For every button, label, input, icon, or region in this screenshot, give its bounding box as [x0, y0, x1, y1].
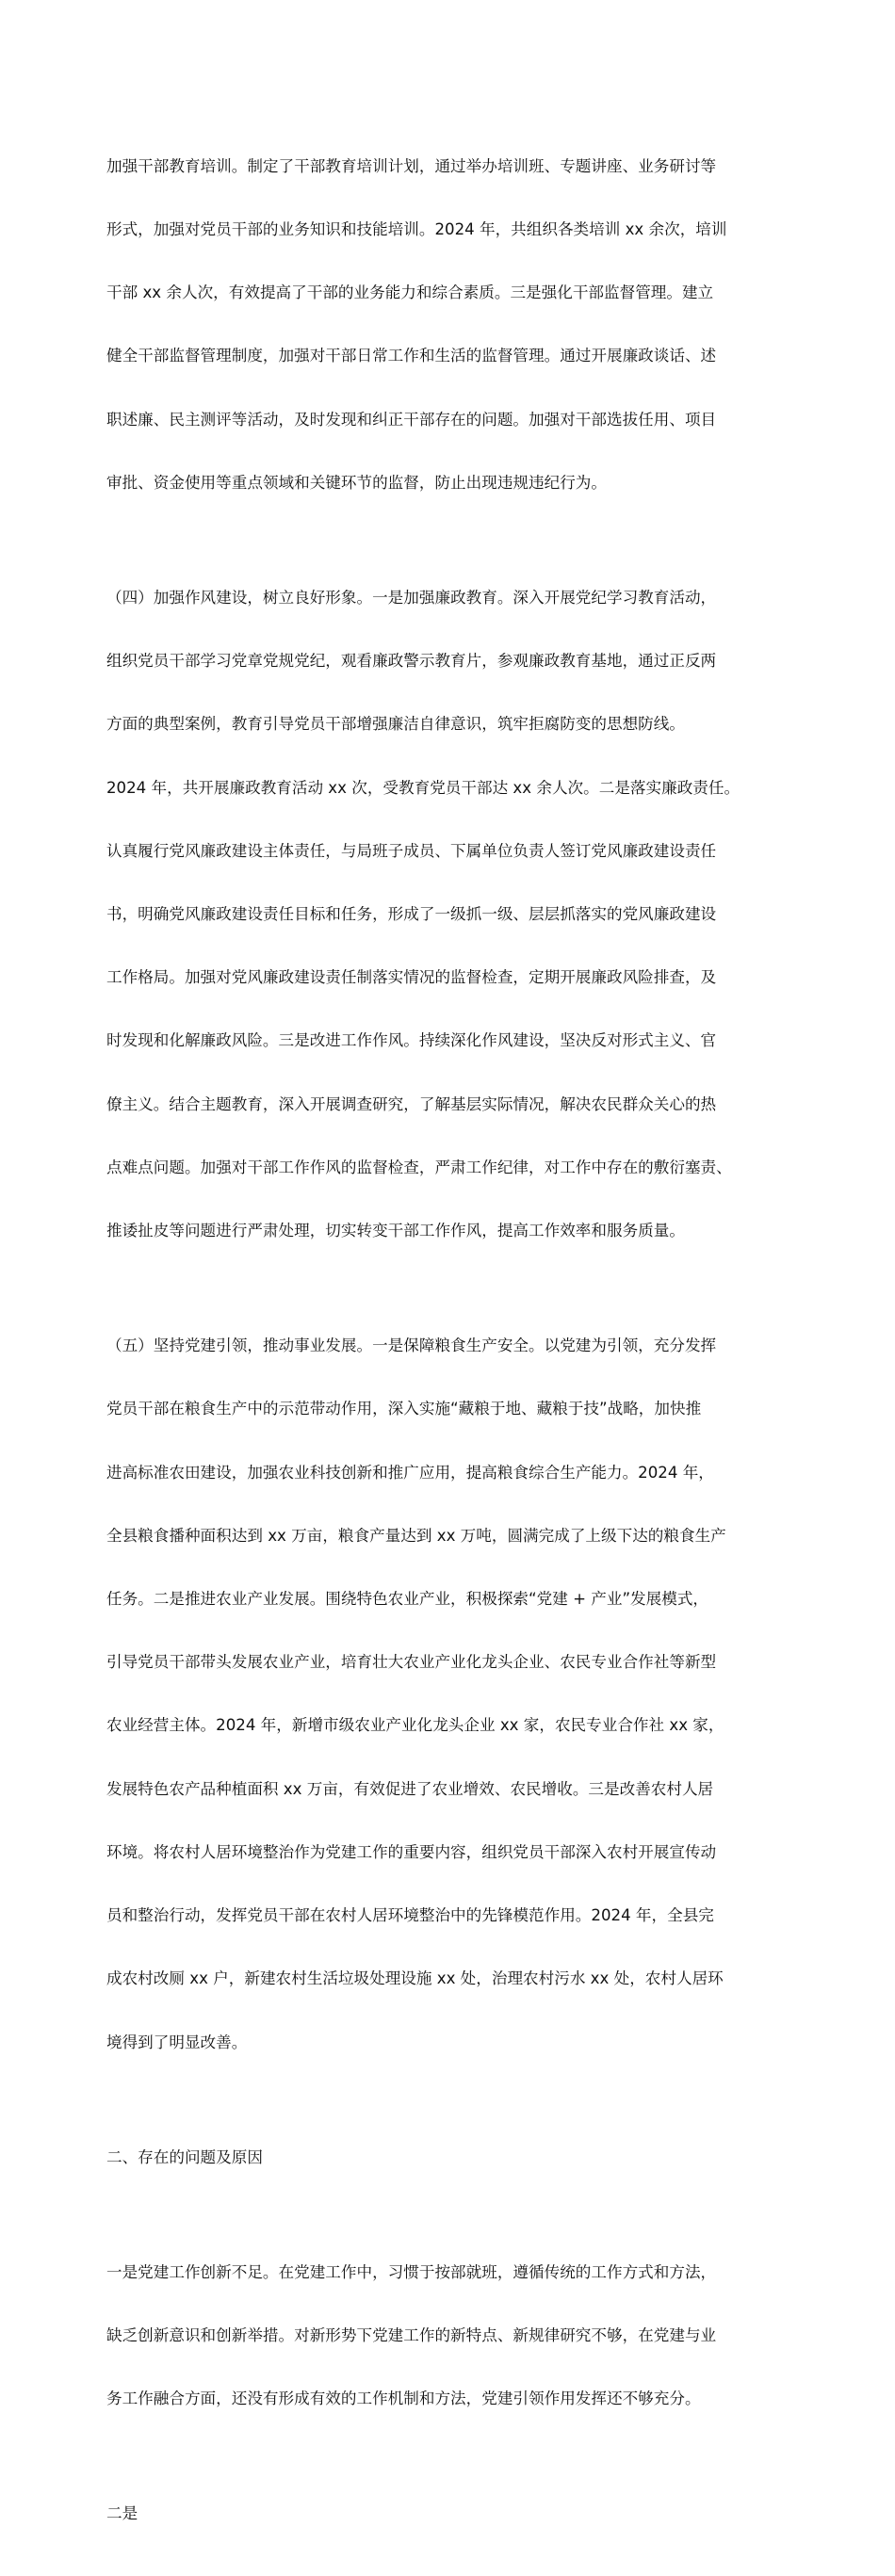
text-line: 农业经营主体。2024 年，新增市级农业产业化龙头企业 xx 家，农民专业合作社 xx 家，	[106, 1716, 724, 1735]
text-line: 点难点问题。加强对干部工作作风的监督检查，严肃工作纪律，对工作中存在的敷衍塞责、	[106, 1158, 732, 1176]
paragraph-cadre-training	[106, 114, 804, 536]
text-line: （五）坚持党建引领，推动事业发展。一是保障粮食生产安全。以党建为引领，充分发挥	[106, 1337, 717, 1355]
text-line: 书，明确党风廉政建设责任目标和任务，形成了一级抓一级、层层抓落实的党风廉政建设	[106, 905, 717, 924]
text-line: 环境。将农村人居环境整治作为党建工作的重要内容，组织党员干部深入农村开展宣传动	[106, 1842, 717, 1861]
text-line: 成农村改厕 xx 户，新建农村生活垃圾处理设施 xx 处，治理农村污水 xx 处，农村人居环	[106, 1969, 724, 1988]
text-line: 方面的典型案例，教育引导党员干部增强廉洁自律意识，筑牢拒腐防变的思想防线。	[106, 715, 685, 734]
text-line: 境得到了明显改善。	[106, 2033, 248, 2051]
text-line: 党员干部在粮食生产中的示范带动作用，深入实施“藏粮于地、藏粮于技”战略，加快推	[106, 1400, 702, 1418]
text-line: 认真履行党风廉政建设主体责任，与局班子成员、下属单位负责人签订党风廉政建设责任	[106, 841, 717, 860]
section-heading-problems	[106, 2105, 804, 2211]
text-line: 职述廉、民主测评等活动，及时发现和纠正干部存在的问题。加强对干部选拔任用、项目	[106, 410, 717, 429]
text-line: 僚主义。结合主题教育，深入开展调查研究，了解基层实际情况，解决农民群众关心的热	[106, 1094, 717, 1113]
text-line: 审批、资金使用等重点领域和关键环节的监督，防止出现违规违纪行为。	[106, 473, 607, 492]
paragraph-problem-1	[106, 2220, 804, 2452]
paragraph-problem-2	[106, 2461, 804, 2567]
text-line: 务工作融合方面，还没有形成有效的工作机制和方法，党建引领作用发挥还不够充分。	[106, 2390, 701, 2408]
text-line: 二是	[106, 2504, 138, 2523]
text-line: 健全干部监督管理制度，加强对干部日常工作和生活的监督管理。通过开展廉政谈话、述	[106, 347, 717, 365]
text-line: 一是党建工作创新不足。在党建工作中，习惯于按部就班，遵循传统的工作方式和方法，	[106, 2262, 717, 2281]
heading-text: 二、存在的问题及原因	[106, 2147, 263, 2166]
text-line: 引导党员干部带头发展农业产业，培育壮大农业产业化龙头企业、农民专业合作社等新型	[106, 1653, 717, 1672]
text-line: 员和整治行动，发挥党员干部在农村人居环境整治中的先锋模范作用。2024 年，全县完	[106, 1906, 714, 1925]
paragraph-section-5-party-building	[106, 1293, 804, 2095]
text-line: 工作格局。加强对党风廉政建设责任制落实情况的监督检查，定期开展廉政风险排查，及	[106, 968, 717, 987]
text-line: 缺乏创新意识和创新举措。对新形势下党建工作的新特点、新规律研究不够，在党建与业	[106, 2325, 717, 2344]
text-line: 任务。二是推进农业产业发展。围绕特色农业产业，积极探索“党建 + 产业”发展模式，	[106, 1590, 709, 1609]
text-line: 2024 年，共开展廉政教育活动 xx 次，受教育党员干部达 xx 余人次。二是落实廉政责任。	[106, 778, 740, 797]
text-line: 加强干部教育培训。制定了干部教育培训计划，通过举办培训班、专题讲座、业务研讨等	[106, 156, 717, 175]
text-line: 全县粮食播种面积达到 xx 万亩，粮食产量达到 xx 万吨，圆满完成了上级下达的粮食生产	[106, 1526, 726, 1545]
paragraph-section-4-work-style	[106, 545, 804, 1284]
document-page	[106, 114, 804, 2576]
text-line: 发展特色农产品种植面积 xx 万亩，有效促进了农业增效、农民增收。三是改善农村人居	[106, 1779, 714, 1798]
text-line: 推诿扯皮等问题进行严肃处理，切实转变干部工作作风，提高工作效率和服务质量。	[106, 1222, 685, 1240]
text-line: 进高标准农田建设，加强农业科技创新和推广应用，提高粮食综合生产能力。2024 年，	[106, 1463, 714, 1482]
text-line: 干部 xx 余人次，有效提高了干部的业务能力和综合素质。三是强化干部监督管理。建立	[106, 284, 714, 302]
text-line: 组织党员干部学习党章党规党纪，观看廉政警示教育片，参观廉政教育基地，通过正反两	[106, 652, 717, 671]
text-line: 形式，加强对党员干部的业务知识和技能培训。2024 年，共组织各类培训 xx 余次，培训	[106, 220, 727, 239]
text-line: （四）加强作风建设，树立良好形象。一是加强廉政教育。深入开展党纪学习教育活动，	[106, 588, 717, 607]
text-line: 时发现和化解廉政风险。三是改进工作作风。持续深化作风建设，坚决反对形式主义、官	[106, 1031, 717, 1050]
